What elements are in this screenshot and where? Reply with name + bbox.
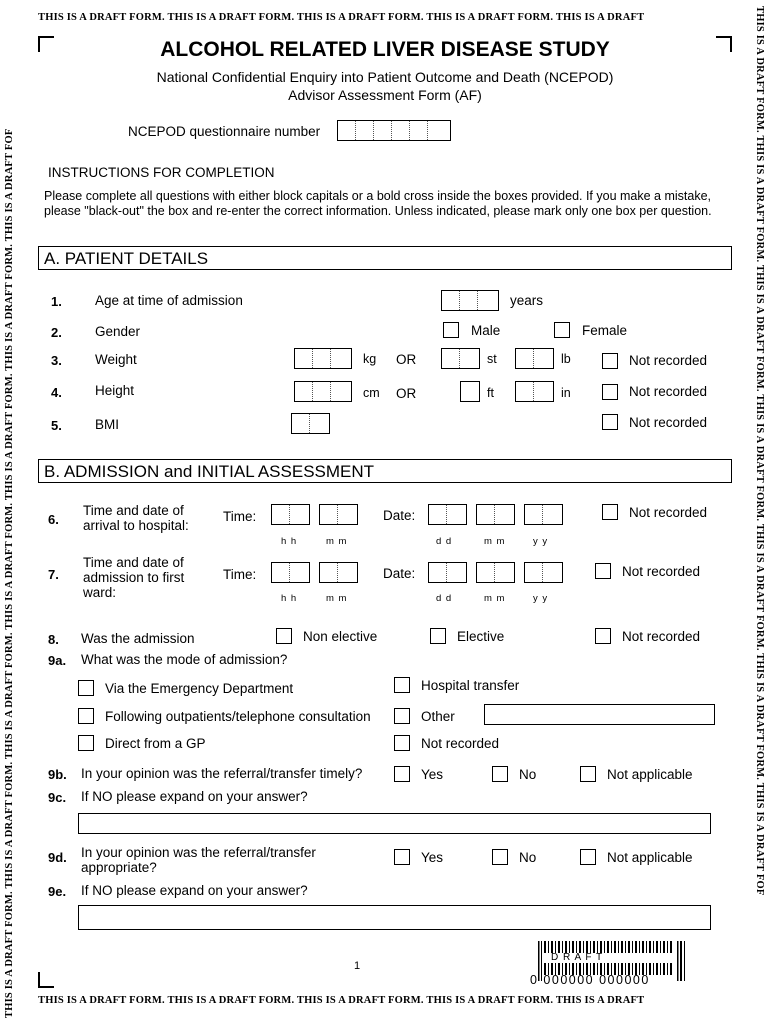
height-not-recorded-label: Not recorded	[629, 384, 708, 399]
q7-time-minutes-input[interactable]	[319, 562, 358, 583]
questionnaire-number-input[interactable]	[337, 120, 451, 141]
q1-number: 1.	[51, 294, 62, 309]
q7-hint-month: m m	[484, 593, 506, 604]
q9b-no-label: No	[519, 767, 537, 782]
q6-date-year-input[interactable]	[524, 504, 563, 525]
q4-label: Height	[95, 383, 135, 398]
q9a-emergency-label: Via the Emergency Department	[105, 681, 294, 696]
section-b-header: B. ADMISSION and INITIAL ASSESSMENT	[38, 459, 732, 483]
q9a-emergency-checkbox[interactable]	[78, 680, 94, 696]
q9d-not-applicable-checkbox[interactable]	[580, 849, 596, 865]
q9a-not-recorded-label: Not recorded	[421, 736, 500, 751]
weight-not-recorded-label: Not recorded	[629, 353, 708, 368]
q9b-yes-checkbox[interactable]	[394, 766, 410, 782]
form-title: ALCOHOL RELATED LIVER DISEASE STUDY	[160, 38, 610, 61]
q7-time-hours-input[interactable]	[271, 562, 310, 583]
q7-date-month-input[interactable]	[476, 562, 515, 583]
q9a-gp-label: Direct from a GP	[105, 736, 206, 751]
q9a-gp-checkbox[interactable]	[78, 735, 94, 751]
q1-label: Age at time of admission	[95, 293, 243, 308]
q9d-yes-checkbox[interactable]	[394, 849, 410, 865]
q5-label: BMI	[95, 417, 120, 432]
q9d-label-line2: appropriate?	[81, 860, 157, 875]
q9a-label: What was the mode of admission?	[81, 652, 288, 667]
gender-male-checkbox[interactable]	[443, 322, 459, 338]
q9d-no-checkbox[interactable]	[492, 849, 508, 865]
q8-not-recorded-checkbox[interactable]	[595, 628, 611, 644]
weight-st-unit: st	[487, 352, 497, 366]
weight-or: OR	[396, 352, 417, 367]
q9b-label: In your opinion was the referral/transfer timely?	[81, 766, 363, 781]
height-ft-unit: ft	[487, 386, 494, 400]
q7-label-line1: Time and date of	[83, 555, 184, 570]
q9d-not-applicable-label: Not applicable	[607, 850, 693, 865]
instructions-heading: INSTRUCTIONS FOR COMPLETION	[48, 165, 275, 180]
q7-hint-dd: d d	[436, 593, 453, 604]
q9b-number: 9b.	[48, 767, 67, 782]
q3-label: Weight	[95, 352, 137, 367]
draft-watermark-right: THIS IS A DRAFT FORM. THIS IS A DRAFT FORM. THIS IS A DRAFT FORM. THIS IS A DRAFT FORM. THIS IS A DRAFT FORM. THIS IS A DRAFT FORM. THIS IS A DRAFT FOF	[754, 6, 765, 896]
q6-label-line1: Time and date of	[83, 503, 184, 518]
q9a-number: 9a.	[48, 653, 67, 668]
q6-hint-mm: m m	[326, 536, 348, 547]
q6-date-day-input[interactable]	[428, 504, 467, 525]
q6-date-month-input[interactable]	[476, 504, 515, 525]
q8-number: 8.	[48, 632, 59, 647]
q9d-number: 9d.	[48, 850, 67, 865]
q7-number: 7.	[48, 567, 59, 582]
gender-male-label: Male	[471, 323, 501, 338]
q7-label-line3: ward:	[83, 585, 117, 600]
q7-date-year-input[interactable]	[524, 562, 563, 583]
age-unit: years	[510, 293, 544, 308]
weight-lb-unit: lb	[561, 352, 571, 366]
q6-label-line2: arrival to hospital:	[83, 518, 189, 533]
q9c-number: 9c.	[48, 790, 67, 805]
q7-hint-mm: m m	[326, 593, 348, 604]
q9e-text-field[interactable]	[78, 905, 711, 930]
weight-kg-input[interactable]	[294, 348, 352, 369]
q9a-outpatients-label: Following outpatients/telephone consultation	[105, 709, 371, 724]
q6-date-label: Date:	[383, 508, 416, 523]
barcode-draft-letters: D R A F T	[551, 952, 604, 963]
page-number: 1	[354, 960, 361, 972]
weight-st-input[interactable]	[441, 348, 480, 369]
q8-non-elective-checkbox[interactable]	[276, 628, 292, 644]
form-subtitle-org: National Confidential Enquiry into Patient Outcome and Death (NCEPOD)	[156, 69, 614, 85]
q7-hint-hh: h h	[281, 593, 298, 604]
q9a-outpatients-checkbox[interactable]	[78, 708, 94, 724]
draft-watermark-top: THIS IS A DRAFT FORM. THIS IS A DRAFT FORM. THIS IS A DRAFT FORM. THIS IS A DRAFT FORM. THIS IS A DRAFT	[38, 12, 645, 23]
section-a-header: A. PATIENT DETAILS	[38, 246, 732, 270]
q9a-hospital-transfer-label: Hospital transfer	[421, 678, 520, 693]
q6-not-recorded-label: Not recorded	[629, 505, 708, 520]
q7-not-recorded-label: Not recorded	[622, 564, 701, 579]
q9b-not-applicable-checkbox[interactable]	[580, 766, 596, 782]
instructions-line-1: Please complete all questions with either block capitals or a bold cross inside the boxes provided. If you make a mistake,	[44, 189, 712, 203]
bmi-not-recorded-checkbox[interactable]	[602, 414, 618, 430]
q9d-yes-label: Yes	[421, 850, 444, 865]
q2-number: 2.	[51, 325, 62, 340]
q9a-other-checkbox[interactable]	[394, 708, 410, 724]
q6-time-hours-input[interactable]	[271, 504, 310, 525]
height-cm-input[interactable]	[294, 381, 352, 402]
q6-not-recorded-checkbox[interactable]	[602, 504, 618, 520]
q6-hint-month: m m	[484, 536, 506, 547]
q4-number: 4.	[51, 385, 62, 400]
weight-lb-input[interactable]	[515, 348, 554, 369]
q8-elective-checkbox[interactable]	[430, 628, 446, 644]
q7-hint-yy: y y	[533, 593, 549, 604]
q9b-not-applicable-label: Not applicable	[607, 767, 693, 782]
bmi-not-recorded-label: Not recorded	[629, 415, 708, 430]
q9a-not-recorded-checkbox[interactable]	[394, 735, 410, 751]
q8-label: Was the admission	[81, 631, 195, 646]
q9a-other-label: Other	[421, 709, 455, 724]
draft-watermark-bottom: THIS IS A DRAFT FORM. THIS IS A DRAFT FORM. THIS IS A DRAFT FORM. THIS IS A DRAFT FORM. THIS IS A DRAFT	[38, 995, 645, 1006]
q8-non-elective-label: Non elective	[303, 629, 378, 644]
q2-label: Gender	[95, 324, 141, 339]
q7-not-recorded-checkbox[interactable]	[595, 563, 611, 579]
q6-time-label: Time:	[223, 509, 257, 524]
q6-hint-yy: y y	[533, 536, 549, 547]
questionnaire-number-label: NCEPOD questionnaire number	[128, 124, 321, 139]
corner-mark-bottom-left	[38, 972, 54, 988]
height-not-recorded-checkbox[interactable]	[602, 384, 618, 400]
bmi-input[interactable]	[291, 413, 330, 434]
q5-number: 5.	[51, 418, 62, 433]
q8-elective-label: Elective	[457, 629, 505, 644]
q9d-label-line1: In your opinion was the referral/transfer	[81, 845, 316, 860]
form-subtitle-type: Advisor Assessment Form (AF)	[288, 87, 482, 103]
q8-not-recorded-label: Not recorded	[622, 629, 701, 644]
q9a-other-text-field[interactable]	[484, 704, 715, 725]
height-in-unit: in	[561, 386, 571, 400]
q6-hint-dd: d d	[436, 536, 453, 547]
height-in-input[interactable]	[515, 381, 554, 402]
barcode-digits: 0 000000 000000	[530, 973, 650, 987]
q7-time-label: Time:	[223, 567, 257, 582]
q9b-no-checkbox[interactable]	[492, 766, 508, 782]
q3-number: 3.	[51, 353, 62, 368]
draft-watermark-left: THIS IS A DRAFT FORM. THIS IS A DRAFT FORM. THIS IS A DRAFT FORM. THIS IS A DRAFT FORM. THIS IS A DRAFT FORM. THIS IS A DRAFT FORM. THIS IS A DRAFT FOF	[4, 128, 15, 1018]
q7-label-line2: admission to first	[83, 570, 185, 585]
q9c-label: If NO please expand on your answer?	[81, 789, 308, 804]
q9b-yes-label: Yes	[421, 767, 444, 782]
q9c-text-field[interactable]	[78, 813, 711, 834]
q9d-no-label: No	[519, 850, 537, 865]
height-or: OR	[396, 386, 417, 401]
weight-not-recorded-checkbox[interactable]	[602, 353, 618, 369]
q9e-number: 9e.	[48, 884, 67, 899]
q7-date-day-input[interactable]	[428, 562, 467, 583]
q6-number: 6.	[48, 512, 59, 527]
weight-kg-unit: kg	[363, 352, 377, 366]
q6-hint-hh: h h	[281, 536, 298, 547]
height-cm-unit: cm	[363, 386, 380, 400]
gender-female-label: Female	[582, 323, 628, 338]
q7-date-label: Date:	[383, 566, 416, 581]
q9a-hospital-transfer-checkbox[interactable]	[394, 677, 410, 693]
height-ft-input[interactable]	[460, 381, 480, 402]
q9e-label: If NO please expand on your answer?	[81, 883, 308, 898]
instructions-line-2: please "black-out" the box and re-enter the correct information. Unless indicated, please mark only one box per question.	[44, 204, 712, 218]
age-input[interactable]	[441, 290, 499, 311]
q6-time-minutes-input[interactable]	[319, 504, 358, 525]
gender-female-checkbox[interactable]	[554, 322, 570, 338]
